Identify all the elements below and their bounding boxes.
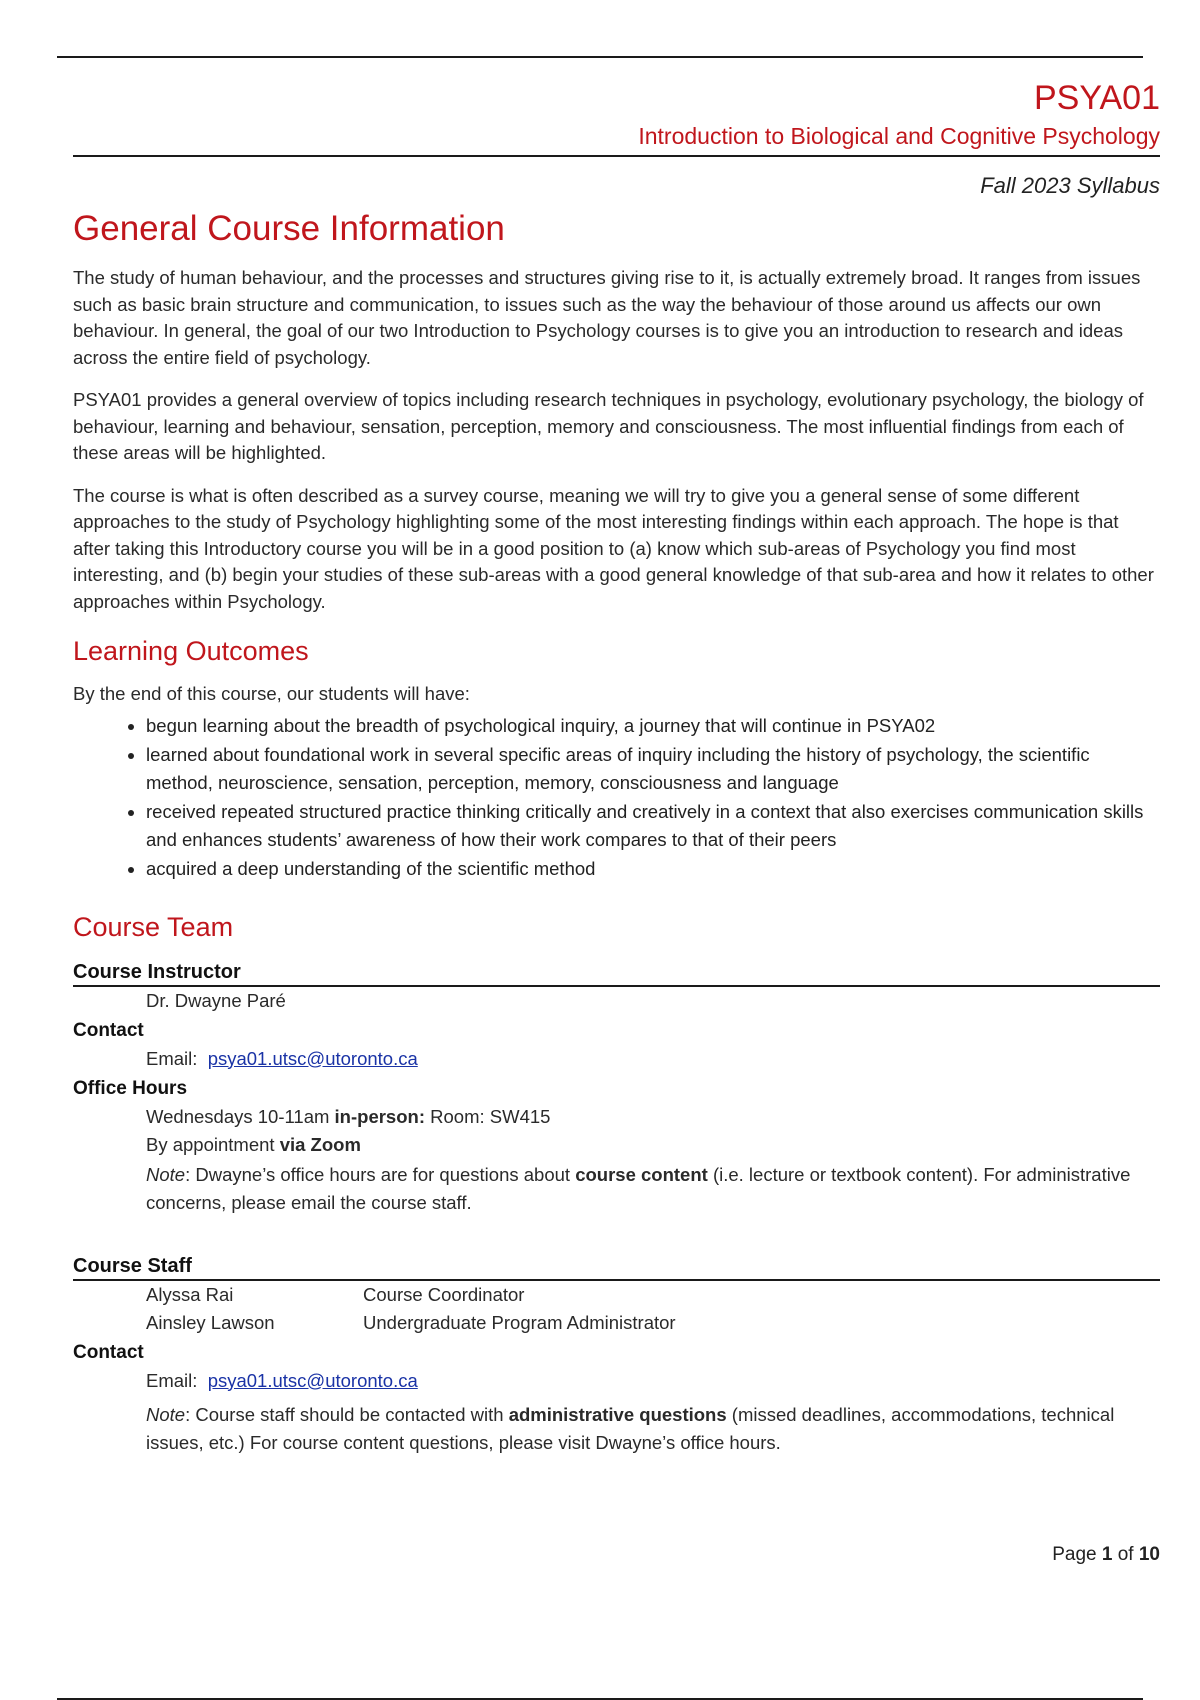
note-text: : Dwayne’s office hours are for questions about — [185, 1163, 571, 1185]
total-pages: 10 — [1138, 1544, 1160, 1565]
staff-member-row — [73, 1281, 1160, 1309]
note-text: (i.e. lecture or textbook content). For administrative concerns, please email the course staff. — [146, 1163, 1131, 1213]
outcomes-list — [73, 712, 1160, 883]
instructor-email-row — [73, 1045, 1160, 1073]
staff-role: Course Coordinator — [363, 1283, 525, 1305]
office-hours-time: Wednesdays 10-11am — [146, 1105, 330, 1127]
office-hours-in-person — [73, 1103, 1160, 1131]
office-hours-appointment — [73, 1131, 1160, 1159]
office-hours-mode: in-person: — [334, 1105, 425, 1127]
document-header — [73, 76, 1160, 157]
note-bold: course content — [575, 1163, 708, 1185]
staff-role: Undergraduate Program Administrator — [363, 1311, 676, 1333]
staff-name: Ainsley Lawson — [146, 1311, 275, 1333]
term-label: Fall 2023 Syllabus — [980, 173, 1160, 198]
instructor-name: Dr. Dwayne Paré — [146, 989, 286, 1011]
page-word: Page — [1052, 1544, 1097, 1565]
of-word: of — [1117, 1544, 1134, 1565]
staff-note — [73, 1401, 1160, 1457]
course-code: PSYA01 — [1033, 79, 1160, 117]
general-info-heading: General Course Information — [73, 209, 505, 248]
staff-member-row — [73, 1309, 1160, 1337]
outcome-item: • received repeated structured practice thinking critically and creatively in a context that also exercises communication skills and enhances students’ awareness of how their work compares to that of their peers — [146, 798, 1160, 853]
syllabus-page — [73, 76, 1160, 1457]
office-hours-room: Room: SW415 — [430, 1105, 551, 1127]
staff-email-row — [73, 1367, 1160, 1395]
course-instructor-subheading: Course Instructor — [73, 959, 1160, 987]
general-paragraph-3: The course is what is often described as a survey course, meaning we will try to give you a general sense of some different approaches to the study of Psychology highlighting some of the most interesting findings within each approach. The hope is that after taking this Introductory course you will be in a good position to (a) know which sub-areas of Psychology you find most interesting, and (b) begin your studies of these sub-areas with a good general knowledge of that sub-area and how it relates to other approaches within Psychology. — [73, 484, 1154, 612]
learning-outcomes-heading: Learning Outcomes — [73, 636, 309, 666]
note-text: : Course staff should be contacted with — [185, 1403, 504, 1425]
office-hours-label: Office Hours — [73, 1077, 188, 1099]
outcomes-intro: By the end of this course, our students will have: — [73, 683, 470, 704]
appointment-mode: via Zoom — [279, 1133, 361, 1155]
outcome-item: • begun learning about the breadth of psychological inquiry, a journey that will continue in PSYA02 — [146, 712, 1160, 740]
top-rule — [57, 56, 1143, 58]
course-team-heading: Course Team — [73, 911, 234, 942]
course-staff-subheading: Course Staff — [73, 1253, 1160, 1281]
note-label: Note — [146, 1163, 186, 1185]
note-text: (missed deadlines, accommodations, technical issues, etc.) For course content questions, please visit Dwayne’s office hours. — [146, 1403, 1115, 1453]
instructor-note — [73, 1161, 1160, 1217]
note-bold: administrative questions — [508, 1403, 727, 1425]
staff-email-link[interactable]: psya01.utsc@utoronto.ca — [207, 1369, 418, 1391]
general-paragraph-1: The study of human behaviour, and the processes and structures giving rise to it, is actually extremely broad. It ranges from issues such as basic brain structure and communication, to issues such as the way the behaviour of those around us affects our own behaviour. In general, the goal of our two Introduction to Psychology courses is to give you an introduction to research and ideas across the entire field of psychology. — [73, 267, 1141, 368]
staff-contact-label: Contact — [73, 1341, 144, 1363]
appointment-text: By appointment — [146, 1133, 275, 1155]
email-label: Email: — [146, 1047, 198, 1069]
general-paragraph-2: PSYA01 provides a general overview of topics including research techniques in psychology, evolutionary psychology, the biology of behaviour, learning and behaviour, sensation, perception, memory and consciousness. The most influential findings from each of these areas will be highlighted. — [73, 389, 1144, 463]
note-label: Note — [146, 1403, 186, 1425]
email-label: Email: — [146, 1369, 198, 1391]
current-page: 1 — [1101, 1544, 1113, 1565]
outcome-item: • acquired a deep understanding of the scientific method — [146, 855, 1160, 883]
outcome-item: • learned about foundational work in several specific areas of inquiry including the history of psychology, the scientific method, neuroscience, sensation, perception, memory, consciousness and language — [146, 741, 1160, 796]
instructor-contact-label: Contact — [73, 1019, 144, 1041]
staff-name: Alyssa Rai — [146, 1283, 234, 1305]
page-number — [1052, 1544, 1160, 1566]
course-title: Introduction to Biological and Cognitive Psychology — [73, 120, 1160, 157]
instructor-email-link[interactable]: psya01.utsc@utoronto.ca — [207, 1047, 418, 1069]
